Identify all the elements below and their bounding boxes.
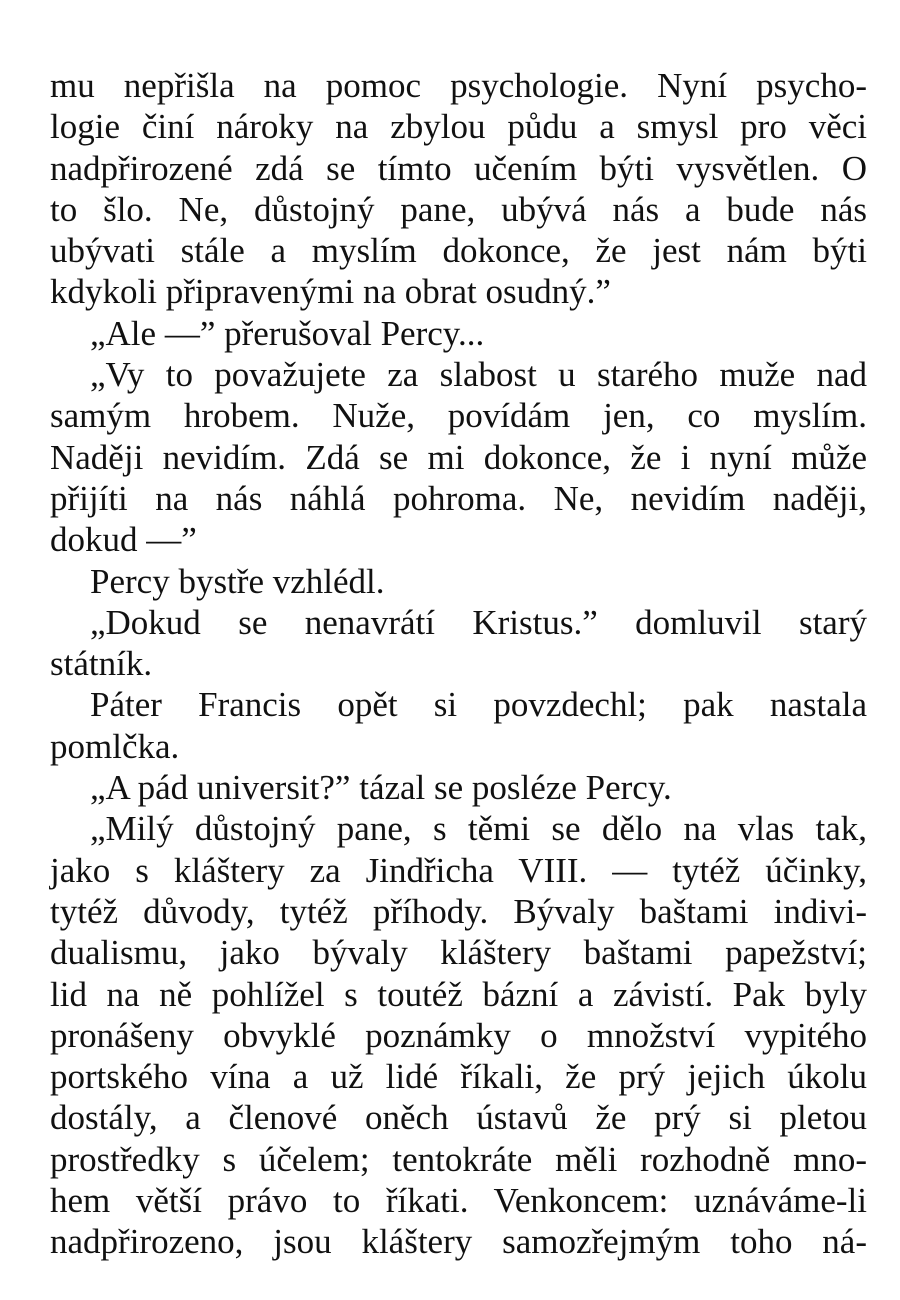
text-line: „Vy to považujete za slabost u starého muže nad <box>90 355 867 395</box>
text-line: „Ale —” přerušoval Percy... <box>90 313 485 353</box>
text-line: samým hrobem. Nuže, povídám jen, co myslím. <box>50 396 867 436</box>
text-line: nadpřirozeno, jsou kláštery samozřejmým toho ná- <box>50 1222 867 1262</box>
text-line: ubývati stále a myslím dokonce, že jest nám býti <box>50 231 867 271</box>
text-line: dostály, a členové oněch ústavů že prý si pletou <box>50 1098 867 1138</box>
text-line: „A pád universit?” tázal se posléze Percy. <box>90 768 672 808</box>
text-line: kdykoli připravenými na obrat osudný.” <box>50 272 611 312</box>
text-line: Percy bystře vzhlédl. <box>90 561 385 601</box>
text-line: jako s kláštery za Jindřicha VIII. — tytéž účinky, <box>50 850 867 890</box>
text-line: nadpřirozené zdá se tímto učením býti vysvětlen. O <box>50 148 867 188</box>
text-line: tytéž důvody, tytéž příhody. Bývaly baštami indivi- <box>50 891 867 931</box>
text-line: hem větší právo to říkati. Venkoncem: uznáváme-li <box>50 1181 867 1221</box>
text-line: přijíti na nás náhlá pohroma. Ne, nevidím naději, <box>50 478 867 518</box>
text-line: státník. <box>50 644 153 684</box>
text-line: dualismu, jako bývaly kláštery baštami papežství; <box>50 933 867 973</box>
text-line: „Milý důstojný pane, s těmi se dělo na vlas tak, <box>90 809 867 849</box>
text-line: dokud —” <box>50 520 197 560</box>
text-line: to šlo. Ne, důstojný pane, ubývá nás a bude nás <box>50 189 867 229</box>
text-line: Páter Francis opět si povzdechl; pak nastala <box>90 685 867 725</box>
text-line: portského vína a už lidé říkali, že prý jejich úkolu <box>50 1057 867 1097</box>
page-body <box>50 65 867 1263</box>
text-line: pronášeny obvyklé poznámky o množství vypitého <box>50 1015 867 1055</box>
text-line: Naději nevidím. Zdá se mi dokonce, že i nyní může <box>50 437 867 477</box>
text-line: pomlčka. <box>50 726 180 766</box>
text-line: prostředky s účelem; tentokráte měli rozhodně mno- <box>50 1139 867 1179</box>
text-line: „Dokud se nenavrátí Kristus.” domluvil starý <box>90 602 867 642</box>
text-line: logie činí nároky na zbylou půdu a smysl pro věci <box>50 107 867 147</box>
text-line: lid na ně pohlížel s toutéž bázní a závistí. Pak byly <box>50 974 867 1014</box>
text-line: mu nepřišla na pomoc psychologie. Nyní psycho- <box>50 66 867 105</box>
